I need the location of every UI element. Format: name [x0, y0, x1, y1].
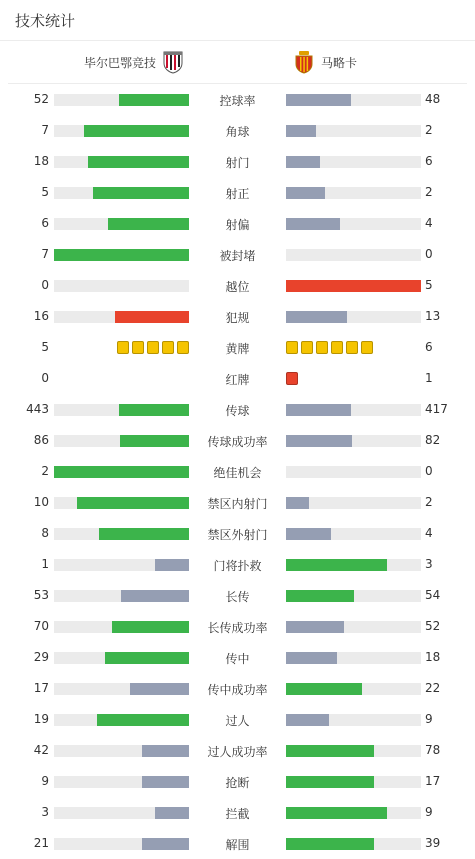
away-stat-value: 4	[425, 216, 433, 230]
away-stat-bar-fill	[286, 807, 387, 819]
stat-label: 抢断	[225, 776, 250, 790]
away-stat-bar-fill	[286, 714, 329, 726]
stat-row	[0, 332, 475, 363]
stat-label: 控球率	[219, 94, 256, 108]
away-stat-value: 0	[425, 247, 433, 261]
home-stat-bar-fill	[54, 249, 189, 261]
stat-label: 传球	[225, 404, 250, 418]
away-stat-bar	[286, 156, 421, 168]
away-stat-bar-fill	[286, 497, 309, 509]
away-stat-value: 39	[425, 836, 441, 850]
stat-label: 射门	[225, 156, 250, 170]
home-stat-bar	[54, 807, 189, 819]
away-stat-bar	[286, 125, 421, 137]
home-stat-value: 7	[41, 247, 49, 261]
away-stat-value: 9	[425, 805, 433, 819]
away-stat-value: 13	[425, 309, 441, 323]
away-cards	[286, 372, 298, 385]
home-stat-bar	[54, 466, 189, 478]
stat-label: 长传	[225, 590, 250, 604]
away-stat-value: 0	[425, 464, 433, 478]
home-team[interactable]	[84, 50, 184, 74]
stat-label: 越位	[225, 280, 250, 294]
stat-row	[0, 549, 475, 580]
yellow-card-icon	[162, 341, 174, 354]
red-card-icon	[286, 372, 298, 385]
away-stat-bar	[286, 838, 421, 850]
yellow-card-icon	[147, 341, 159, 354]
home-stat-bar-fill	[115, 311, 189, 323]
away-stat-bar	[286, 559, 421, 571]
home-stat-bar	[54, 94, 189, 106]
away-stat-value: 17	[425, 774, 441, 788]
home-stat-value: 5	[41, 340, 49, 354]
stat-label: 传球成功率	[207, 435, 268, 449]
stat-row	[0, 673, 475, 704]
away-stat-value: 9	[425, 712, 433, 726]
home-stat-bar-fill	[142, 838, 189, 850]
stat-label: 过人成功率	[207, 745, 268, 759]
home-stat-value: 1	[41, 557, 49, 571]
away-stat-bar	[286, 683, 421, 695]
home-stat-value: 17	[33, 681, 49, 695]
home-stat-bar-fill	[99, 528, 189, 540]
home-stat-value: 42	[33, 743, 49, 757]
away-stat-value: 78	[425, 743, 441, 757]
stat-row	[0, 611, 475, 642]
away-stat-bar	[286, 280, 421, 292]
stat-row	[0, 580, 475, 611]
yellow-card-icon	[286, 341, 298, 354]
away-stat-bar-fill	[286, 559, 387, 571]
away-stat-value: 2	[425, 123, 433, 137]
away-stat-bar-fill	[286, 94, 351, 106]
away-stat-bar-fill	[286, 652, 337, 664]
home-stat-value: 19	[33, 712, 49, 726]
page-title: 技术统计	[15, 12, 76, 30]
stat-row	[0, 270, 475, 301]
stat-row	[0, 425, 475, 456]
home-stat-bar-fill	[142, 745, 189, 757]
away-stat-bar	[286, 528, 421, 540]
home-stat-bar	[54, 280, 189, 292]
away-stat-value: 82	[425, 433, 441, 447]
away-stat-bar	[286, 497, 421, 509]
away-stat-value: 54	[425, 588, 441, 602]
away-stat-bar-fill	[286, 156, 320, 168]
home-stat-bar	[54, 125, 189, 137]
yellow-card-icon	[316, 341, 328, 354]
away-stat-value: 4	[425, 526, 433, 540]
yellow-card-icon	[177, 341, 189, 354]
home-cards	[117, 341, 189, 354]
away-stat-bar	[286, 590, 421, 602]
away-stat-bar-fill	[286, 311, 347, 323]
home-stat-bar	[54, 590, 189, 602]
away-stat-bar	[286, 652, 421, 664]
away-team[interactable]	[293, 50, 357, 74]
away-team-name: 马略卡	[321, 55, 358, 70]
away-stat-bar-fill	[286, 187, 325, 199]
home-stat-bar	[54, 404, 189, 416]
away-stat-bar	[286, 807, 421, 819]
away-stat-bar	[286, 466, 421, 478]
away-stat-bar	[286, 435, 421, 447]
away-stat-bar	[286, 187, 421, 199]
stat-row	[0, 301, 475, 332]
away-stat-value: 18	[425, 650, 441, 664]
home-stat-bar-fill	[121, 590, 189, 602]
away-stat-bar-fill	[286, 280, 421, 292]
away-stat-value: 2	[425, 495, 433, 509]
home-stat-value: 10	[33, 495, 49, 509]
away-stat-bar-fill	[286, 435, 352, 447]
away-stat-value: 5	[425, 278, 433, 292]
stat-row	[0, 766, 475, 797]
home-stat-bar-fill	[54, 466, 189, 478]
home-stat-bar	[54, 187, 189, 199]
yellow-card-icon	[331, 341, 343, 354]
away-stat-bar-fill	[286, 776, 374, 788]
stat-row	[0, 797, 475, 828]
stat-row	[0, 394, 475, 425]
away-stat-value: 417	[425, 402, 448, 416]
stat-label: 犯规	[225, 311, 250, 325]
away-stat-bar	[286, 94, 421, 106]
stat-label: 黄牌	[225, 342, 250, 356]
home-stat-bar-fill	[77, 497, 189, 509]
home-stat-value: 7	[41, 123, 49, 137]
stat-row	[0, 642, 475, 673]
home-stat-bar	[54, 249, 189, 261]
yellow-card-icon	[361, 341, 373, 354]
home-stat-bar	[54, 218, 189, 230]
away-stat-value: 2	[425, 185, 433, 199]
away-stat-bar	[286, 218, 421, 230]
home-stat-value: 21	[33, 836, 49, 850]
home-stat-bar	[54, 838, 189, 850]
away-stat-bar-fill	[286, 590, 354, 602]
stat-row	[0, 518, 475, 549]
stat-row	[0, 84, 475, 115]
home-stat-value: 16	[33, 309, 49, 323]
stat-row	[0, 487, 475, 518]
home-stat-bar	[54, 435, 189, 447]
home-stat-bar-fill	[88, 156, 189, 168]
away-stat-value: 6	[425, 340, 433, 354]
away-stat-bar-fill	[286, 125, 316, 137]
stat-row	[0, 115, 475, 146]
home-stat-bar-fill	[119, 94, 189, 106]
home-stat-bar	[54, 311, 189, 323]
home-stat-value: 18	[33, 154, 49, 168]
home-stat-bar	[54, 714, 189, 726]
away-stat-bar	[286, 404, 421, 416]
away-stat-bar	[286, 776, 421, 788]
stat-label: 射正	[225, 187, 250, 201]
teams-bar	[8, 41, 467, 84]
home-stat-bar-fill	[119, 404, 189, 416]
home-stat-value: 443	[26, 402, 49, 416]
stat-row	[0, 239, 475, 270]
away-stat-bar-fill	[286, 404, 351, 416]
away-stat-value: 52	[425, 619, 441, 633]
stat-row	[0, 208, 475, 239]
home-stat-value: 52	[33, 92, 49, 106]
home-stat-bar-fill	[108, 218, 189, 230]
home-stat-bar	[54, 652, 189, 664]
away-stat-bar	[286, 714, 421, 726]
home-stat-value: 9	[41, 774, 49, 788]
stat-row	[0, 363, 475, 394]
stat-label: 被封堵	[219, 249, 256, 263]
home-stat-bar-fill	[120, 435, 189, 447]
home-stat-value: 3	[41, 805, 49, 819]
yellow-card-icon	[132, 341, 144, 354]
stat-label: 角球	[225, 125, 250, 139]
away-stat-value: 6	[425, 154, 433, 168]
stat-row	[0, 456, 475, 487]
home-stat-value: 5	[41, 185, 49, 199]
home-stat-value: 86	[33, 433, 49, 447]
away-stat-value: 22	[425, 681, 441, 695]
home-stat-bar-fill	[105, 652, 189, 664]
stat-row	[0, 177, 475, 208]
away-stat-bar-fill	[286, 745, 374, 757]
stat-row	[0, 828, 475, 859]
away-stat-bar	[286, 621, 421, 633]
home-stat-value: 8	[41, 526, 49, 540]
stat-label: 红牌	[225, 373, 250, 387]
stat-label: 绝佳机会	[213, 466, 262, 480]
yellow-card-icon	[117, 341, 129, 354]
home-stat-bar-fill	[112, 621, 189, 633]
home-stat-bar	[54, 745, 189, 757]
home-stat-bar	[54, 621, 189, 633]
home-stat-bar-fill	[142, 776, 189, 788]
away-stat-value: 48	[425, 92, 441, 106]
stat-label: 拦截	[225, 807, 250, 821]
away-stat-bar	[286, 249, 421, 261]
away-stat-bar-fill	[286, 528, 331, 540]
away-stat-value: 1	[425, 371, 433, 385]
away-stat-bar-fill	[286, 621, 344, 633]
home-stat-bar-fill	[130, 683, 189, 695]
home-stat-bar-fill	[155, 807, 189, 819]
stat-label: 传中成功率	[207, 683, 268, 697]
stat-label: 禁区内射门	[207, 497, 268, 511]
stats-header	[0, 0, 475, 41]
home-stat-bar	[54, 559, 189, 571]
stat-label: 门将扑救	[213, 559, 262, 573]
stat-label: 传中	[225, 652, 250, 666]
home-stat-value: 0	[41, 278, 49, 292]
home-stat-bar	[54, 528, 189, 540]
home-stat-bar-fill	[93, 187, 189, 199]
athletic-bilbao-crest-icon	[162, 50, 184, 74]
away-stat-bar-fill	[286, 838, 374, 850]
home-stat-value: 53	[33, 588, 49, 602]
away-cards	[286, 341, 373, 354]
home-stat-bar-fill	[84, 125, 189, 137]
home-stat-value: 70	[33, 619, 49, 633]
yellow-card-icon	[301, 341, 313, 354]
home-stat-value: 2	[41, 464, 49, 478]
stat-label: 禁区外射门	[207, 528, 268, 542]
stat-row	[0, 735, 475, 766]
home-stat-bar	[54, 683, 189, 695]
home-stat-bar	[54, 156, 189, 168]
home-stat-value: 29	[33, 650, 49, 664]
home-stat-bar	[54, 776, 189, 788]
away-stat-bar-fill	[286, 218, 340, 230]
stat-label: 射偏	[225, 218, 250, 232]
stat-label: 解围	[225, 838, 250, 852]
stat-label: 过人	[225, 714, 250, 728]
home-stat-bar-fill	[97, 714, 189, 726]
yellow-card-icon	[346, 341, 358, 354]
mallorca-crest-icon	[293, 50, 315, 74]
away-stat-bar	[286, 745, 421, 757]
stat-row	[0, 704, 475, 735]
away-stat-bar	[286, 311, 421, 323]
stat-row	[0, 146, 475, 177]
home-team-name: 毕尔巴鄂竞技	[83, 55, 156, 70]
away-stat-value: 3	[425, 557, 433, 571]
home-stat-bar	[54, 497, 189, 509]
stat-label: 长传成功率	[207, 621, 268, 635]
home-stat-value: 0	[41, 371, 49, 385]
home-stat-bar-fill	[155, 559, 189, 571]
away-stat-bar-fill	[286, 683, 362, 695]
home-stat-value: 6	[41, 216, 49, 230]
